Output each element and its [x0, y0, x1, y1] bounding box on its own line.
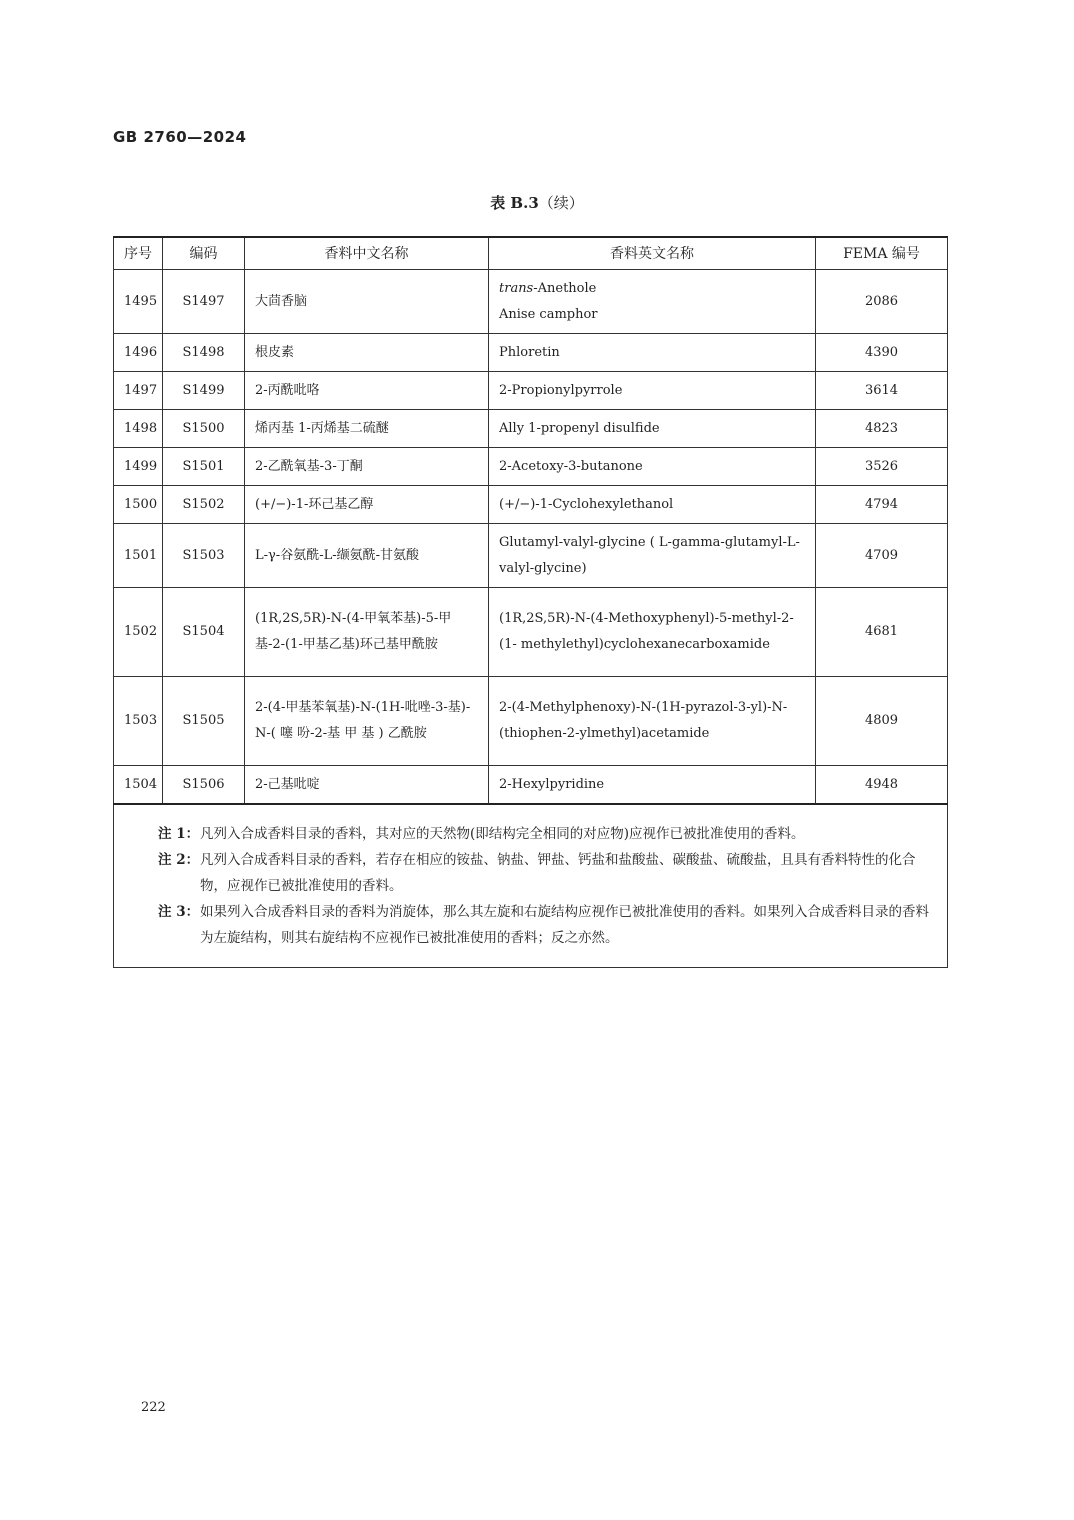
notes-row: [114, 804, 948, 968]
cell-fema: 4681: [816, 588, 948, 677]
cell-serial: 1501: [114, 524, 163, 588]
cell-english-name: [489, 270, 816, 334]
cell-english-name: (1R,2S,5R)-N-(4-Methoxyphenyl)-5-methyl-2-(1- methylethyl)cyclohexanecarboxamide: [489, 588, 816, 677]
table-row: [114, 448, 948, 486]
cell-serial: 1496: [114, 334, 163, 372]
cell-code: S1506: [163, 766, 245, 805]
table-row: [114, 372, 948, 410]
flavoring-table: [113, 236, 948, 968]
cell-code: S1499: [163, 372, 245, 410]
cell-code: S1502: [163, 486, 245, 524]
note-item: [158, 847, 937, 899]
table-row: [114, 524, 948, 588]
column-header-english-name: 香料英文名称: [489, 237, 816, 270]
cell-chinese-name: (1R,2S,5R)-N-(4-甲氧苯基)-5-甲基-2-(1-甲基乙基)环己基甲酰胺: [245, 588, 489, 677]
cell-fema: 2086: [816, 270, 948, 334]
table-row: [114, 270, 948, 334]
note-item: [158, 899, 937, 951]
cell-code: S1497: [163, 270, 245, 334]
cell-english-name: 2-Acetoxy-3-butanone: [489, 448, 816, 486]
cell-code: S1501: [163, 448, 245, 486]
cell-serial: 1502: [114, 588, 163, 677]
table-row: [114, 766, 948, 805]
cell-chinese-name: 根皮素: [245, 334, 489, 372]
column-header-code: 编码: [163, 237, 245, 270]
cell-chinese-name: 2-(4-甲基苯氧基)-N-(1H-吡唑-3-基)-N-( 噻 吩-2-基 甲 基 ) 乙酰胺: [245, 677, 489, 766]
cell-chinese-name: L-γ-谷氨酰-L-缬氨酰-甘氨酸: [245, 524, 489, 588]
table-row: [114, 486, 948, 524]
cell-code: S1498: [163, 334, 245, 372]
note-label: 注 2：: [158, 852, 200, 868]
cell-serial: 1499: [114, 448, 163, 486]
table-title: [0, 192, 1074, 213]
cell-serial: 1503: [114, 677, 163, 766]
cell-fema: 4809: [816, 677, 948, 766]
cell-fema: 4709: [816, 524, 948, 588]
notes-cell: [114, 804, 948, 968]
cell-english-name: Phloretin: [489, 334, 816, 372]
cell-fema: 3614: [816, 372, 948, 410]
table-header-row: [114, 237, 948, 270]
cell-chinese-name: 烯丙基 1-丙烯基二硫醚: [245, 410, 489, 448]
table-row: [114, 588, 948, 677]
table-row: [114, 334, 948, 372]
table-title-label: 表 B.3: [490, 194, 539, 212]
cell-serial: 1497: [114, 372, 163, 410]
cell-fema: 3526: [816, 448, 948, 486]
cell-english-name: (+/−)-1-Cyclohexylethanol: [489, 486, 816, 524]
cell-fema: 4794: [816, 486, 948, 524]
cell-chinese-name: 2-丙酰吡咯: [245, 372, 489, 410]
column-header-chinese-name: 香料中文名称: [245, 237, 489, 270]
cell-serial: 1500: [114, 486, 163, 524]
cell-fema: 4390: [816, 334, 948, 372]
cell-chinese-name: 大茴香脑: [245, 270, 489, 334]
cell-code: S1504: [163, 588, 245, 677]
table-title-continued: （续）: [538, 194, 584, 212]
table-row: [114, 410, 948, 448]
note-label: 注 3：: [158, 904, 200, 920]
cell-english-name: 2-(4-Methylphenoxy)-N-(1H-pyrazol-3-yl)-N-(thiophen-2-ylmethyl)acetamide: [489, 677, 816, 766]
english-name-italic-prefix: trans: [499, 280, 534, 296]
column-header-fema: FEMA 编号: [816, 237, 948, 270]
column-header-serial: 序号: [114, 237, 163, 270]
english-name-line-2: Anise camphor: [499, 306, 598, 322]
table-row: [114, 677, 948, 766]
cell-chinese-name: (+/−)-1-环己基乙醇: [245, 486, 489, 524]
cell-fema: 4823: [816, 410, 948, 448]
page-number: 222: [141, 1400, 166, 1415]
note-text: 凡列入合成香料目录的香料，其对应的天然物(即结构完全相同的对应物)应视作已被批准使用的香料。: [200, 826, 805, 842]
cell-serial: 1504: [114, 766, 163, 805]
cell-code: S1500: [163, 410, 245, 448]
cell-chinese-name: 2-乙酰氧基-3-丁酮: [245, 448, 489, 486]
cell-english-name: Glutamyl-valyl-glycine ( L-gamma-glutamyl-L-valyl-glycine): [489, 524, 816, 588]
cell-english-name: 2-Propionylpyrrole: [489, 372, 816, 410]
cell-serial: 1498: [114, 410, 163, 448]
cell-code: S1505: [163, 677, 245, 766]
note-item: [158, 821, 937, 847]
cell-chinese-name: 2-己基吡啶: [245, 766, 489, 805]
english-name-rest: -Anethole: [533, 280, 597, 296]
cell-serial: 1495: [114, 270, 163, 334]
standard-code: GB 2760—2024: [113, 128, 247, 146]
note-text: 凡列入合成香料目录的香料，若存在相应的铵盐、钠盐、钾盐、钙盐和盐酸盐、碳酸盐、硫酸盐，且具有香料特性的化合物，应视作已被批准使用的香料。: [200, 852, 916, 894]
note-label: 注 1：: [158, 826, 200, 842]
cell-english-name: 2-Hexylpyridine: [489, 766, 816, 805]
cell-code: S1503: [163, 524, 245, 588]
english-name-line-1: [499, 276, 805, 302]
cell-fema: 4948: [816, 766, 948, 805]
cell-english-name: Ally 1-propenyl disulfide: [489, 410, 816, 448]
note-text: 如果列入合成香料目录的香料为消旋体，那么其左旋和右旋结构应视作已被批准使用的香料。如果列入合成香料目录的香料为左旋结构，则其右旋结构不应视作已被批准使用的香料；反之亦然。: [200, 904, 929, 946]
